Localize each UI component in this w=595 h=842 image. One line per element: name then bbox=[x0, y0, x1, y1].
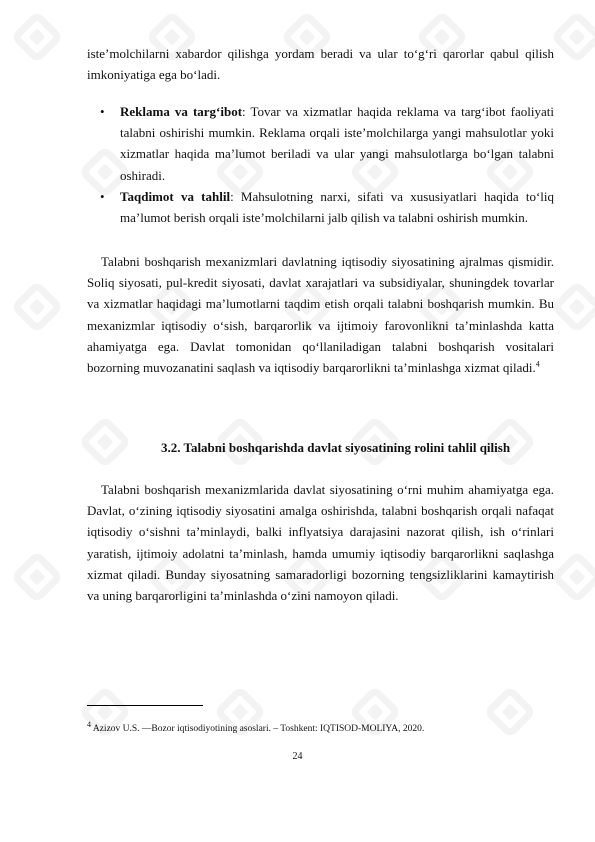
bullet-icon: • bbox=[100, 188, 105, 204]
section-heading: 3.2. Talabni boshqarishda davlat siyosatining rolini tahlil qilish bbox=[160, 440, 511, 455]
footnote-text: Azizov U.S. —Bozor iqtisodiyotining asoslari. – Toshkent: IQTISOD-MOLIYA, 2020. bbox=[91, 724, 425, 734]
page-number: 24 bbox=[292, 751, 303, 762]
paragraph-text: Talabni boshqarish mexanizmlarida davlat siyosatining o‘rni muhim ahamiyatga ega. Davlat, o‘zining iqtisodiy siyosatini amalga oshirishda, talabni boshqarish orqali nafaqat iqtisodiy o‘sishni ta’minlaydi, balki inflyatsiya darajasini nazorat qilish, ish o‘rinlari yaratish, ijtimoiy adolatni ta’minlash, hamda umumiy iqtisodiy barqarorlikni saqlashga xizmat qiladi. Bunday siyosatning samaradorligi bozorning tengsizliklarini kamaytirish va uning barqarorligini ta’minlashda o‘zini namoyon qiladi. bbox=[87, 482, 554, 604]
intro-paragraph bbox=[87, 43, 554, 85]
body-paragraph bbox=[87, 479, 554, 606]
footnote bbox=[87, 719, 557, 736]
bullet-term: Reklama va targ‘ibot bbox=[120, 104, 243, 119]
body-paragraph bbox=[87, 251, 554, 378]
paragraph-text: Talabni boshqarish mexanizmlari davlatning iqtisodiy siyosatining ajralmas qismidir. Soliq siyosati, pul-kredit siyosati, davlat xarajatlari va subsidiyalar, shuningdek tovarlar va xizmatlar haqidagi ma’lumotlarni taqdim etish orqali talabni boshqarish mumkin. Bu mexanizmlar iqtisodiy o‘sish, barqarorlik va ijtimoiy farovonlikni ta’minlashda katta ahamiyatga ega. Davlat tomonidan qo‘llaniladigan talabni boshqarish vositalari bozorning muvozanatini saqlash va iqtisodiy barqarorlikni ta’minlashga xizmat qiladi. bbox=[87, 254, 554, 376]
bullet-term: Taqdimot va tahlil bbox=[120, 188, 231, 204]
bullet-item-advertising bbox=[87, 101, 554, 186]
bullet-icon: • bbox=[100, 104, 105, 119]
bullet-text: : Mahsulotning narxi, sifati va xususiyatlari haqida to‘liq ma’lumot berish orqali iste’molchilarni jalb qilish va talabni oshirish mumkin. bbox=[120, 188, 555, 226]
footnote-reference[interactable]: 4 bbox=[535, 359, 540, 369]
bullet-list bbox=[87, 101, 554, 228]
bullet-item-presentation bbox=[87, 186, 554, 228]
intro-text: iste’molchilarni xabardor qilishga yordam beradi va ular to‘g‘ri qarorlar qabul qilish imkoniyatiga ega bo‘ladi. bbox=[87, 46, 554, 83]
footnote-divider bbox=[87, 705, 203, 706]
bullet-text: : Tovar va xizmatlar haqida reklama va targ‘ibot faoliyati talabni oshirishi mumkin. Reklama orqali iste’molchilarga yangi mahsulotlar yoki xizmatlar haqida ma’lumot beriladi va ular yangi mahsulotlarga bo‘lgan talabni oshiradi. bbox=[120, 104, 554, 183]
footnote-mark: 4 bbox=[87, 719, 91, 729]
